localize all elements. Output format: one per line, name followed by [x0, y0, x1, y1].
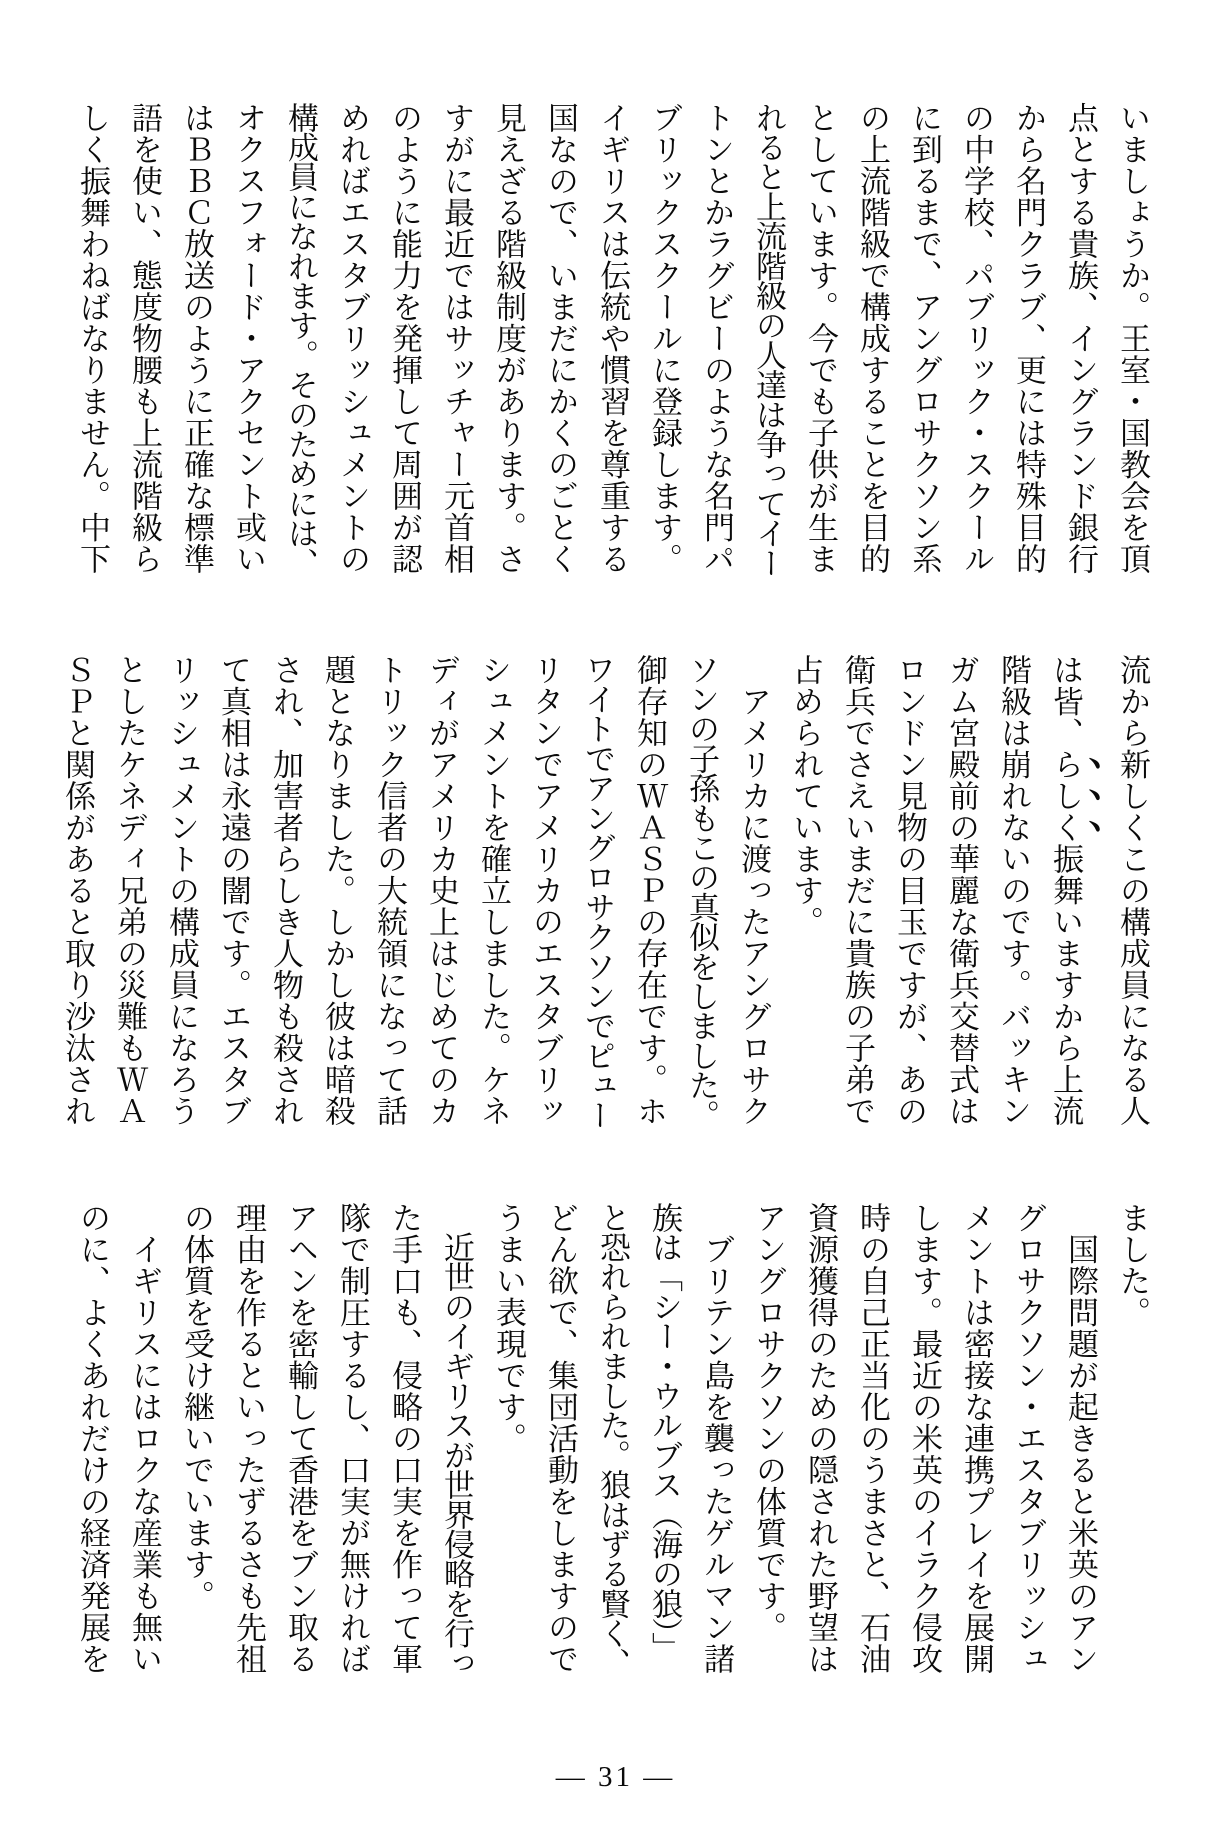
- text-column: 資源獲得のための隠された野望は: [803, 1202, 838, 1675]
- text-column: 時の自己正当化のうまさと、石油: [855, 1202, 890, 1675]
- text-column: はＢＢＣ放送のように正確な標準: [179, 102, 214, 575]
- text-column: 理由を作るといったずるさも先祖: [231, 1202, 266, 1675]
- text-column: いましょうか。王室・国教会を頂: [1115, 102, 1150, 575]
- text-column: 語を使い、態度物腰も上流階級ら: [127, 102, 162, 575]
- text-column: 見えざる階級制度があります。さ: [491, 102, 526, 575]
- text-column: た手口も、侵略の口実を作って軍: [387, 1202, 422, 1675]
- text-column: に到るまで、アングロサクソン系: [907, 102, 942, 575]
- text-column: 隊で制圧するし、口実が無ければ: [335, 1202, 370, 1675]
- text-column: リッシュメントの構成員になろう: [164, 654, 199, 1127]
- text-column: メントは密接な連携プレイを展開: [959, 1202, 994, 1675]
- text-column: シュメントを確立しました。ケネ: [476, 654, 511, 1127]
- text-column: しく振舞わねばなりません。中下: [75, 102, 110, 575]
- text-column: アメリカに渡ったアングロサク: [736, 654, 771, 1127]
- text-column: ブリックスクールに登録します。: [647, 102, 682, 575]
- text-column: トンとかラグビーのような名門パ: [699, 102, 734, 575]
- text-column: イギリスにはロクな産業も無い: [127, 1202, 162, 1675]
- text-block-middle: [51, 654, 1158, 1132]
- text-column: うまい表現です。: [491, 1202, 526, 1454]
- text-column: 流から新しくこの構成員になる人: [1115, 654, 1150, 1127]
- text-column: ワイトでアングロサクソンでピュー: [580, 654, 615, 1130]
- text-column: 族は「シー・ウルブス（海の狼）」: [647, 1202, 682, 1662]
- text-column: ソンの子孫もこの真似をしました。: [684, 654, 719, 1130]
- text-run: は皆、: [1048, 654, 1083, 749]
- text-column: 衛兵でさえいまだに貴族の子弟で: [840, 654, 875, 1127]
- text-column: オクスフォード・アクセント或い: [231, 102, 266, 575]
- text-block-top: [66, 102, 1158, 580]
- text-column: ロンドン見物の目玉ですが、あの: [892, 654, 927, 1127]
- text-column: され、加害者らしき人物も殺され: [268, 654, 303, 1127]
- text-column: アヘンを密輸して香港をブン取る: [283, 1202, 318, 1675]
- text-column: 御存知のＷＡＳＰの存在です。ホ: [632, 654, 667, 1127]
- text-column: 国際問題が起きると米英のアン: [1063, 1202, 1098, 1675]
- text-column: 近世のイギリスが世界侵略を行っ: [439, 1202, 474, 1678]
- text-column: ました。: [1115, 1202, 1150, 1328]
- text-column: の体質を受け継いでいます。: [179, 1202, 214, 1612]
- text-column: のように能力を発揮して周囲が認: [387, 102, 422, 575]
- text-column: と恐れられました。狼はずる賢く、: [595, 1202, 630, 1678]
- text-column: アングロサクソンの体質です。: [751, 1202, 786, 1643]
- page-number: — 31 —: [555, 1761, 676, 1793]
- text-column: て真相は永遠の闇です。エスタブ: [216, 654, 251, 1127]
- text-column: としています。今でも子供が生ま: [803, 102, 838, 575]
- text-column: としたケネディ兄弟の災難もＷＡ: [112, 654, 147, 1127]
- text-column: トリック信者の大統領になって話: [372, 654, 407, 1127]
- text-column: リタンでアメリカのエスタブリッ: [528, 654, 563, 1127]
- text-column: めればエスタブリッシュメントの: [335, 102, 370, 575]
- text-column: 構成員になれます。そのためには、: [283, 102, 318, 578]
- text-column: ガム宮殿前の華麗な衛兵交替式は: [944, 654, 979, 1127]
- text-run: 振舞いますから上流: [1048, 843, 1083, 1127]
- text-column: どん欲で、集団活動をしますので: [543, 1202, 578, 1675]
- text-column: れると上流階級の人達は争ってイー: [751, 102, 786, 578]
- text-column: 国なので、いまだにかくのごとく: [543, 102, 578, 575]
- text-column: 階級は崩れないのです。バッキン: [996, 654, 1031, 1127]
- text-column: [1039, 654, 1106, 1132]
- text-block-bottom: [66, 1202, 1158, 1680]
- text-column: ＳＰと関係があると取り沙汰され: [60, 654, 95, 1127]
- text-column: すがに最近ではサッチャー元首相: [439, 102, 474, 575]
- text-column: の上流階級で構成することを目的: [855, 102, 890, 575]
- text-column: ブリテン島を襲ったゲルマン諸: [699, 1202, 734, 1675]
- text-column: イギリスは伝統や慣習を尊重する: [595, 102, 630, 575]
- text-column: 点とする貴族、イングランド銀行: [1063, 102, 1098, 575]
- text-column: ディがアメリカ史上はじめてのカ: [424, 654, 459, 1127]
- text-column: のに、よくあれだけの経済発展を: [75, 1202, 110, 1675]
- text-column: グロサクソン・エスタブリッシュ: [1011, 1202, 1046, 1675]
- text-column: 題となりました。しかし彼は暗殺: [320, 654, 355, 1127]
- text-column: します。最近の米英のイラク侵攻: [907, 1202, 942, 1675]
- emphasized-text: らしく: [1048, 748, 1083, 843]
- text-column: から名門クラブ、更には特殊目的: [1011, 102, 1046, 575]
- text-column: の中学校、パブリック・スクール: [959, 102, 994, 575]
- text-column: 占められています。: [788, 654, 823, 938]
